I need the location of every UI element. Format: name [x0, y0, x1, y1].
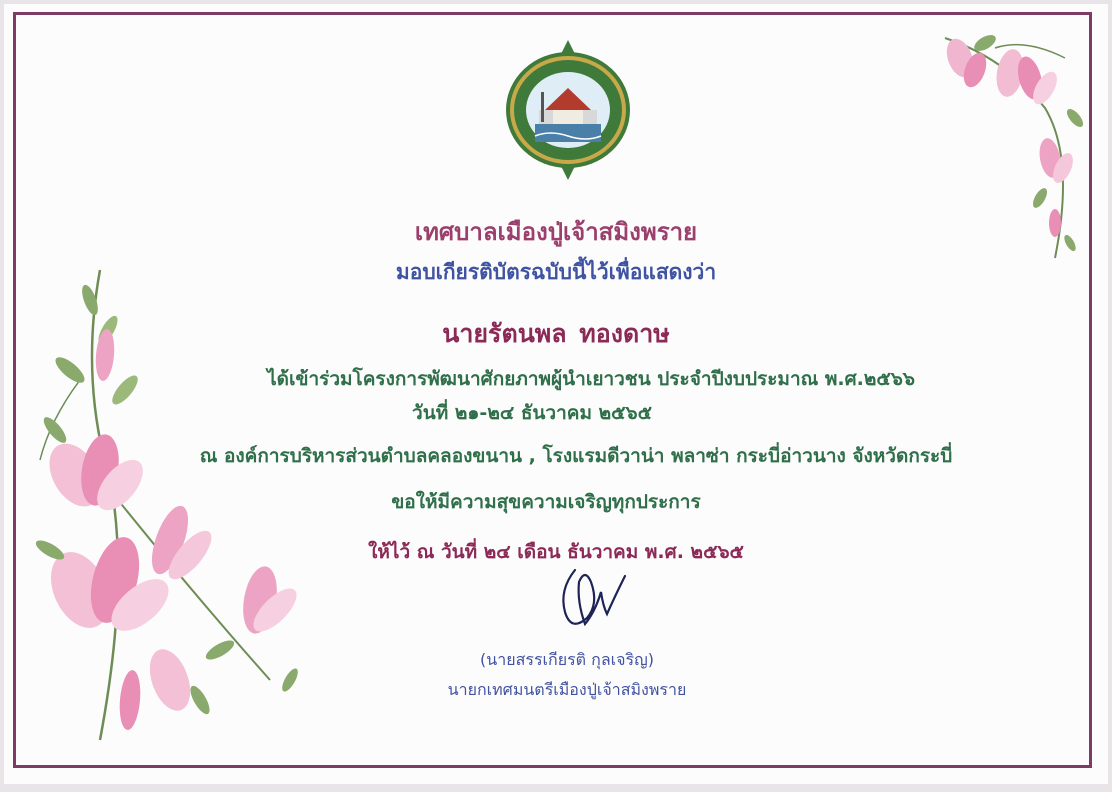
- municipal-seal-icon: [505, 40, 631, 180]
- organization-title: เทศบาลเมืองปู่เจ้าสมิงพราย: [414, 218, 698, 246]
- signature-icon: [555, 562, 635, 634]
- content-line-1: ได้เข้าร่วมโครงการพัฒนาศักยภาพผู้นำเยาวชน ประจำปีงบประมาณ พ.ศ.๒๕๖๖: [267, 368, 915, 390]
- content-line-2: วันที่ ๒๑-๒๔ ธันวาคม ๒๕๖๕: [412, 402, 652, 424]
- wish-text: ขอให้มีความสุขความเจริญทุกประการ: [391, 491, 701, 513]
- signer-name: (นายสรรเกียรติ กุลเจริญ): [480, 650, 654, 669]
- signer-position: นายกเทศมนตรีเมืองปู่เจ้าสมิงพราย: [447, 680, 687, 699]
- content-line-3: ณ องค์การบริหารส่วนตำบลคลองขนาน , โรงแรมดีวาน่า พลาซ่า กระบี่อ่าวนาง จังหวัดกระบี่: [199, 445, 953, 467]
- given-date: ให้ไว้ ณ วันที่ ๒๔ เดือน ธันวาคม พ.ศ. ๒๕๖๕: [368, 541, 744, 563]
- recipient-name: นายรัตนพล ทองดาษ: [442, 319, 670, 348]
- certificate-subtitle: มอบเกียรติบัตรฉบับนี้ไว้เพื่อแสดงว่า: [395, 260, 717, 284]
